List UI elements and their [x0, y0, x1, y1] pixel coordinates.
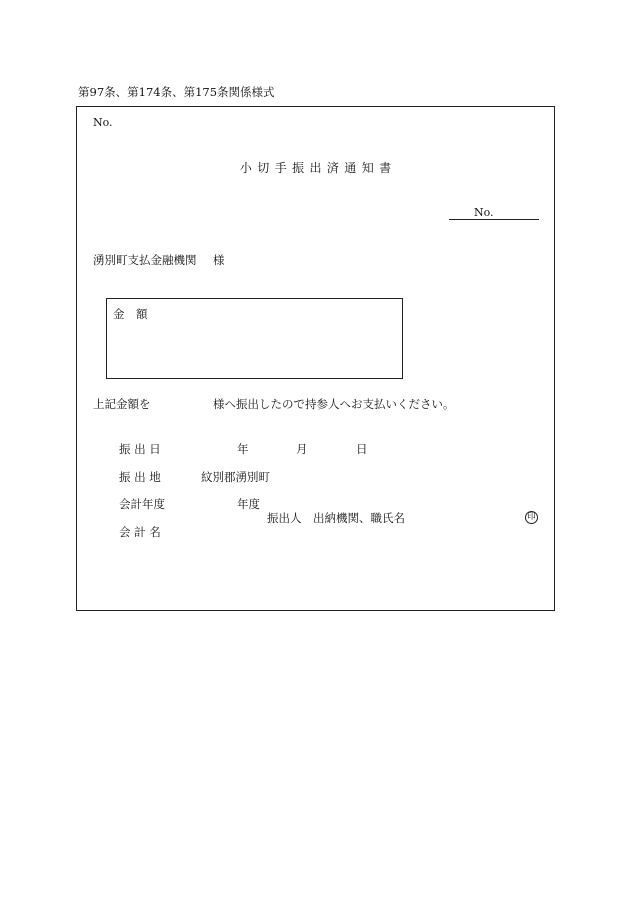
- issuer-label: 振出人 出納機関、職氏名: [267, 511, 405, 525]
- notice-form: [76, 106, 555, 611]
- form-caption: 第97条、第174条、第175条関係様式: [78, 85, 275, 99]
- fiscal-year-label: 会計年度: [119, 497, 165, 511]
- month-label: 月: [296, 442, 308, 456]
- amount-box[interactable]: [106, 298, 403, 379]
- issue-date-label: 振 出 日: [119, 442, 161, 456]
- document-title: 小切手振出済通知書: [239, 161, 397, 175]
- year-label: 年: [237, 442, 249, 456]
- notice-text-start: 上記金額を: [93, 397, 151, 411]
- issue-place-label: 振 出 地: [119, 470, 161, 484]
- amount-label: 金 額: [113, 307, 148, 321]
- number-field-label: No.: [474, 206, 494, 219]
- notice-text-end: 様へ振出したので持参人へお支払いください。: [213, 397, 455, 411]
- day-label: 日: [356, 442, 368, 456]
- seal-icon: 印: [525, 511, 538, 524]
- fiscal-year-suffix: 年度: [237, 497, 260, 511]
- addressee-honorific: 様: [213, 253, 225, 267]
- account-name-label: 会 計 名: [119, 525, 161, 539]
- issue-place-value: 紋別郡湧別町: [201, 470, 270, 484]
- form-number-label: No.: [93, 116, 113, 129]
- addressee: 湧別町支払金融機関: [93, 253, 197, 267]
- number-field[interactable]: [449, 206, 539, 220]
